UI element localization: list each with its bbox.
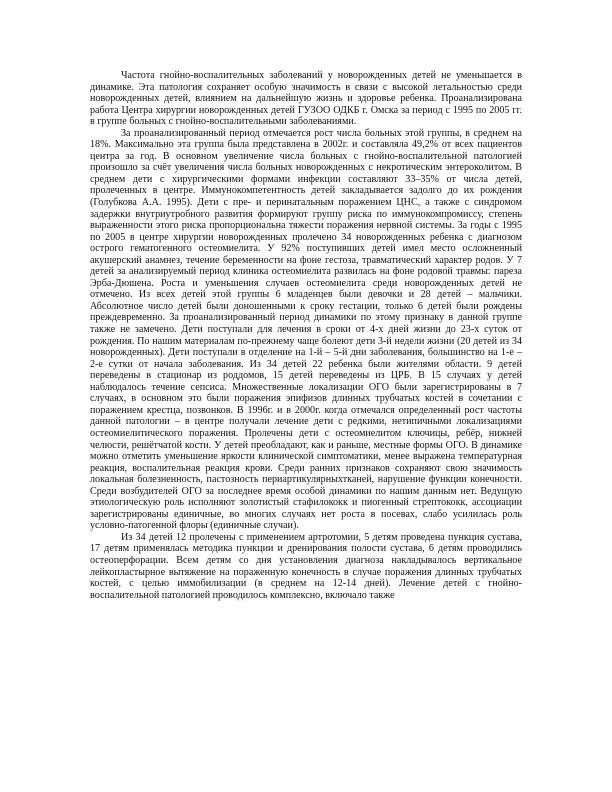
paragraph-analysis: За проанализированный период отмечается рост числа больных этой группы, в среднем на 18%. Максимально эта группа была представлена в 2002г. и составляла 49,2% от всех пациентов центра за год. В основном увеличение числа больных с гнойно-воспалительной патологией произошло за счёт увеличения числа больных новорожденных с некротическим энтероколитом. В среднем дети с хирургическими формами инфекции составляют 33–35% от числа детей, пролеченных в центре. Иммунокомпетентность детей закладывается задолго до их рождения (Голубкова А.А. 1995). Дети с пре- и перинатальным поражением ЦНС, а также с синдромом задержки внутриутробного развития формируют группу риска по иммунокомпромиссу, степень выраженности этого риска пропорциональна тяжести поражения нервной системы. За годы с 1995 по 2005 в центре хирургии новорожденных пролечено 34 новорожденных ребенка с диагнозом острого гематогенного остеомиелита. У 92% поступивших детей имел место осложненный акушерский анамнез, течение беременности на фоне гестоза, травматический характер родов. У 7 детей за анализируемый период клиника остеомиелита развилась на фоне родовой травмы: пареза Эрба-Дюшена. Роста и уменьшения случаев остеомиелита среди новорожденных детей не отмечено. Из всех детей этой группы 6 младенцев были девочки и 28 детей – мальчики. Абсолютное число детей были доношенными к сроку гестации, только 6 детей были рождены преждевременно. За проанализированный период динамики по этому признаку в данной группе также не замечено. Дети поступали для лечения в сроки от 4-х дней жизни до 23-х суток от рождения. По нашим материалам по-прежнему чаще болеют дети 3-й недели жизни (20 детей из 34 новорожденных). Дети поступали в отделение на 1-й – 5-й дни заболевания, большинство на 1-е – 2-е сутки от начала заболевания. Из 34 детей 22 ребенка были жителями области. 9 детей переведены в стационар из роддомов, 15 детей переведены из ЦРБ. В 15 случаях у детей наблюдалось течение сепсиса. Множественные локализации ОГО были зарегистрированы в 7 случаях, в основном это были поражения эпифизов длинных трубчатых костей в сочетании с поражением крестца, позвонков. В 1996г. и в 2000г. когда отмечался определенный рост частоты данной патологии – в центре получали лечение дети с редкими, нетипичными локализациями остеомиелитического поражения. Пролечены дети с остеомиелитом ключицы, ребёр, нижней челюсти, решётчатой кости. У детей преобладают, как и раньше, местные формы ОГО. В динамике можно отметить уменьшение яркости клинической симптоматики, менее выражена температурная реакция, воспалительная реакция крови. Среди ранних признаков сохраняют свою значимость локальная болезненность, пастозность периартикулярныхтканей, нарушение функции конечности. Среди возбудителей ОГО за последнее время особой динамики по нашим данным нет. Ведущую этиологическую роль исполняют золотистый стафилококк и пиогенный стрептококк, ассоциации зарегистрированы единичные, во многих случаях нет роста в посевах, слабо усилилась роль условно-патогенной флоры (единичные случаи).	[90, 127, 522, 532]
paragraph-intro: Частота гнойно-воспалительных заболеваний у новорожденных детей не уменьшается в динамике. Эта патология сохраняет особую значимость в связи с высокой летальностью среди новорожденных детей, влиянием на дальнейшую жизнь и здоровье ребенка. Проанализирована работа Центра хирургии новорожденных детей ГУЗОО ОДКБ г. Омска за период с 1995 по 2005 гг. в группе больных с гнойно-воспалительными заболеваниями.	[90, 70, 522, 128]
body-text	[90, 70, 522, 601]
paragraph-treatment: Из 34 детей 12 пролечены с применением артротомии, 5 детям проведена пункция сустава, 17 детям применялась методика пункции и дренирования полости сустава, 6 детям проводились остеоперфорации. Всем детям со дня установления диагноза накладывалось вертикальное лейкопластырное вытяжение на пораженную конечность в случае поражения длинных трубчатых костей, с целью иммобилизации (в среднем на 12-14 дней). Лечение детей с гнойно-воспалительной патологией проводилось комплексно, включало также	[90, 531, 522, 601]
